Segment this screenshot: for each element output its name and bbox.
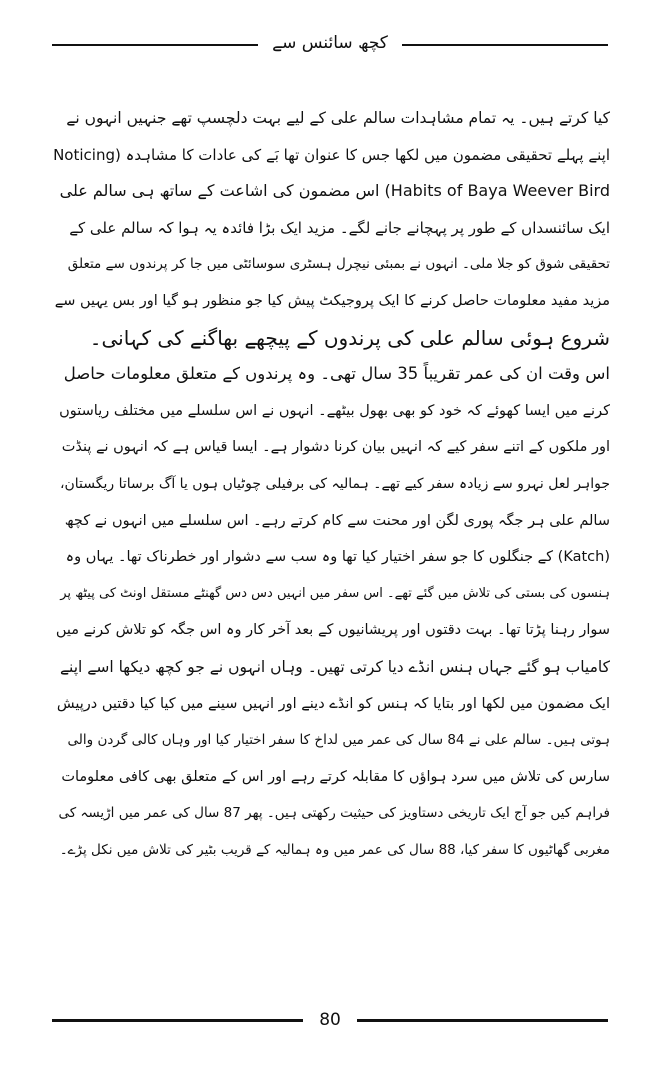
header-rule-right bbox=[402, 44, 608, 46]
text-line: ایک سائنسداں کے طور پر پہچانے جانے لگے۔ مزید ایک بڑا فائدہ یہ ہوا کہ سالم علی کے bbox=[69, 218, 610, 237]
text-line: شروع ہوئی سالم علی کی پرندوں کے پیچھے بھاگنے کی کہانی۔ bbox=[89, 325, 610, 350]
footer-rule-left bbox=[52, 1019, 303, 1022]
text-line: ہنسوں کی بستی کی تلاش میں گئے تھے۔ اس سفر میں انہیں دس دس گھنٹے مستقل اونٹ کی پیٹھ پر bbox=[60, 585, 610, 601]
text-line: جواہر لعل نہرو سے زیادہ سفر کیے تھے۔ ہمالیہ کی برفیلی چوٹیاں ہوں یا آگ برساتا ریگستان، bbox=[59, 475, 610, 492]
text-line: اور ملکوں کے اتنے سفر کیے کہ انہیں بیان کرنا دشوار ہے۔ ایسا قیاس ہے کہ انہوں نے پنڈت bbox=[61, 439, 610, 456]
page-number: 80 bbox=[319, 1010, 341, 1030]
text-line: کرنے میں ایسا کھوئے کہ خود کو بھی بھول بیٹھے۔ انہوں نے اس سلسلے میں مختلف ریاستوں bbox=[59, 402, 610, 419]
text-line: کیا کرتے ہیں۔ یہ تمام مشاہدات سالم علی کے لیے بہت دلچسپ تھے جنہیں انہوں نے bbox=[66, 109, 610, 127]
text-line: سارس کی تلاش میں سرد ہواؤں کا مقابلہ کرتے رہے اور اس کے متعلق بھی کافی معلومات bbox=[61, 768, 610, 785]
body-text bbox=[52, 100, 610, 868]
text-line: Habits of Baya Weever Bird) اس مضمون کی اشاعت کے ساتھ ہی سالم علی bbox=[59, 181, 610, 201]
text-line: کامیاب ہو گئے جہاں ہنس انڈے دیا کرتی تھیں۔ وہاں انہوں نے جو کچھ دیکھا اسے اپنے bbox=[59, 657, 610, 676]
header-rule-left bbox=[52, 44, 258, 46]
page-header bbox=[52, 30, 608, 54]
text-line: تحقیقی شوق کو جلا ملی۔ انہوں نے بمبئی نیچرل ہسٹری سوسائٹی میں جا کر پرندوں سے متعلق bbox=[67, 256, 610, 273]
running-title: کچھ سائنس سے bbox=[272, 32, 388, 53]
text-line: سالم علی ہر جگہ پوری لگن اور محنت سے کام کرتے رہے۔ اس سلسلے میں انہوں نے کچھ bbox=[64, 512, 610, 529]
text-line: مزید مفید معلومات حاصل کرنے کا ایک پروجیکٹ پیش کیا جو منظور ہو گیا اور بس یہیں سے bbox=[54, 292, 610, 309]
text-line: اس وقت ان کی عمر تقریباً 35 سال تھی۔ وہ پرندوں کے متعلق معلومات حاصل bbox=[63, 364, 610, 384]
text-line: ایک مضمون میں لکھا اور بتایا کہ ہنس کو انڈے دینے اور انہیں سینے میں کیا کیا دقتیں درپیش bbox=[56, 695, 610, 712]
footer-rule-right bbox=[357, 1019, 608, 1022]
text-line: سوار رہنا پڑتا تھا۔ بہت دقتوں اور پریشانیوں کے بعد آخر کار وہ اس جگہ کو تلاش کرنے میں bbox=[55, 622, 610, 639]
page-footer bbox=[52, 1008, 608, 1032]
text-line: اپنے پہلے تحقیقی مضمون میں لکھا جس کا عنوان تھا بَے کی عادات کا مشاہدہ (Noticing bbox=[53, 145, 610, 164]
text-line: (Katch) کے جنگلوں کا جو سفر اختیار کیا تھا وہ سب سے دشوار اور خطرناک تھا۔ یہاں وہ bbox=[65, 549, 610, 566]
text-line: فراہم کیں جو آج ایک تاریخی دستاویز کی حیثیت رکھتی ہیں۔ پھر 87 سال کی عمر میں اڑیسہ کی bbox=[58, 805, 610, 822]
text-line: ہوتی ہیں۔ سالم علی نے 84 سال کی عمر میں لداخ کا سفر اختیار کیا اور وہاں کالی گردن والی bbox=[67, 732, 610, 749]
text-line: مغربی گھاٹیوں کا سفر کیا، 88 سال کی عمر میں وہ ہمالیہ کے قریب بٹیر کی تلاش میں نکل پڑے۔ bbox=[59, 841, 610, 858]
